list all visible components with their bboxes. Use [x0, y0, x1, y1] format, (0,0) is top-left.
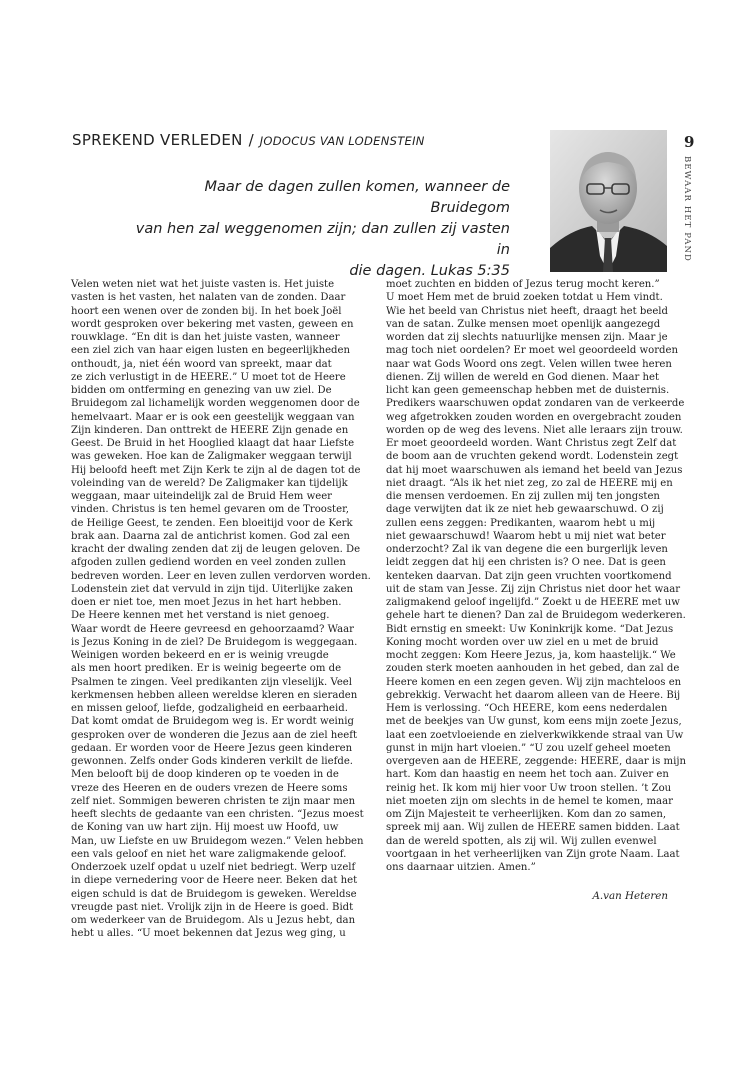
text-line: gesproken over de wonderen die Jezus aan de ziel heeft	[71, 729, 358, 741]
text-line: doen er niet toe, men moet Jezus in het hart hebben.	[71, 597, 342, 608]
text-line: laat een zoetvloeiende en zielverkwikkende straal van Uw	[386, 729, 684, 741]
text-line: spreek mij aan. Wij zullen de HEERE samen bidden. Laat	[386, 822, 680, 834]
text-line: kracht der dwaling zenden dat zij de leugen geloven. De	[71, 544, 361, 555]
text-line: voortgaan in het verheerlijken van Zijn grote Naam. Laat	[386, 848, 680, 860]
text-line: dat hij moet waarschuwen als iemand het beeld van Jezus	[386, 464, 683, 476]
running-head-text: BEWAAR HET PAND	[682, 156, 692, 262]
text-line: vreze des Heeren en de ouders vrezen de Heere soms	[71, 782, 348, 794]
text-line: overgeven aan de HEERE, zeggende: HEERE, daar is mijn	[386, 756, 686, 767]
text-line: leidt zeggen dat hij een christen is? O nee. Dat is geen	[386, 557, 666, 569]
right-column	[386, 278, 686, 874]
text-line: Bidt ernstig en smeekt: Uw Koninkrijk kome. “Dat Jezus	[386, 623, 674, 635]
text-line: gewonnen. Zelfs onder Gods kinderen verkilt de liefde.	[71, 756, 353, 767]
text-line: in diepe vernedering voor de Heere neer. Beken dat het	[71, 875, 358, 887]
text-line: naar wat Gods Woord ons zegt. Velen willen twee heren	[386, 358, 672, 370]
text-line: gedaan. Er worden voor de Heere Jezus geen kinderen	[71, 742, 353, 754]
text-line: Velen weten niet wat het juiste vasten is. Het juiste	[71, 279, 335, 290]
text-line: Weinigen worden bekeerd en er is weinig vreugde	[71, 650, 329, 661]
text-line: wordt gesproken over bekering met vasten, geween en	[71, 318, 354, 330]
text-line: vasten is het vasten, het nalaten van de zonden. Daar	[71, 292, 346, 304]
quote-line: van hen zal weggenomen zijn; dan zullen zij vasten in	[135, 221, 510, 258]
text-line: zelf niet. Sommigen beweren christen te zijn maar men	[71, 795, 356, 807]
text-line: dan de wereld spotten, als zij wil. Wij zullen evenwel	[386, 835, 657, 847]
text-line: Geest. De Bruid in het Hooglied klaagt dat haar Liefste	[71, 438, 355, 449]
text-line: moet zuchten en bidden of Jezus terug mocht keren.”	[386, 279, 660, 290]
signature: A.van Heteren	[592, 890, 668, 902]
text-line: niet moeten zijn om slechts in de hemel te komen, maar	[386, 795, 673, 807]
text-line: Onderzoek uzelf opdat u uzelf niet bedriegt. Werp uzelf	[71, 862, 356, 873]
text-line: is Jezus Koning in de ziel? De Bruidegom is weggegaan.	[71, 636, 358, 648]
text-line: weggaan, maar uiteindelijk zal de Bruid Hem weer	[71, 491, 332, 502]
text-line: vinden. Christus is ten hemel gevaren om de Trooster,	[71, 504, 350, 516]
text-line: zouden sterk moeten aanhouden in het gebed, dan zal de	[386, 663, 680, 675]
text-line: zaligmakend geloof ingelijfd.” Zoekt u de HEERE met uw	[386, 597, 680, 608]
text-line: gunst in mijn hart vloeien.” “U zou uzelf geheel moeten	[386, 742, 671, 754]
text-line: heeft slechts de gedaante van een christen. “Jezus moest	[71, 809, 364, 820]
text-line: kenteken daarvan. Dat zijn geen vruchten voortkomend	[386, 570, 672, 582]
text-line: Bruidegom zal lichamelijk worden weggenomen door de	[71, 398, 360, 410]
text-line: Waar wordt de Heere gevreesd en gehoorzaamd? Waar	[71, 623, 354, 635]
text-line: was geweken. Hoe kan de Zaligmaker weggaan terwijl	[71, 451, 352, 463]
text-line: eigen schuld is dat de Bruidegom is geweken. Wereldse	[71, 888, 357, 900]
text-line: niet gewaarschuwd! Waarom hebt u mij niet wat beter	[386, 530, 666, 542]
text-line: U moet Hem met de bruid zoeken totdat u Hem vindt.	[386, 292, 663, 304]
text-line: mag toch niet oordelen? Er moet wel geoordeeld worden	[386, 345, 678, 357]
text-line: worden op de weg des levens. Niet alle leraars zijn trouw.	[386, 424, 683, 436]
text-line: een ziel zich van haar eigen lusten en begeerlijkheden	[71, 345, 350, 357]
left-column	[71, 278, 371, 941]
text-line: hebt u alles. “U moet bekennen dat Jezus weg ging, u	[71, 928, 346, 940]
text-line: Men belooft bij de doop kinderen op te voeden in de	[71, 769, 339, 781]
text-line: de boom aan de vruchten gekend wordt. Lodenstein zegt	[386, 451, 679, 463]
text-line: een vals geloof en niet het ware zaligmakende geloof.	[71, 848, 347, 860]
text-line: Psalmen te zingen. Veel predikanten zijn vleselijk. Veel	[71, 676, 353, 688]
text-line: Hij beloofd heeft met Zijn Kerk te zijn al de dagen tot de	[71, 464, 361, 476]
bible-quote	[130, 177, 510, 282]
text-line: die mensen verdoemen. En zij zullen mij ten jongsten	[386, 491, 660, 502]
text-line: reinig het. Ik kom mij hier voor Uw troon stellen. ’t Zou	[386, 782, 672, 794]
text-line: als men hoort prediken. Er is weinig begeerte om de	[71, 663, 342, 675]
running-head	[682, 156, 698, 276]
text-line: hemelvaart. Maar er is ook een geestelijk weggaan van	[71, 411, 355, 423]
text-line: bedreven worden. Leer en leven zullen verdorven worden.	[71, 570, 371, 582]
portrait-image	[550, 130, 667, 272]
text-line: onthoudt, ja, niet één woord van spreekt, maar dat	[71, 358, 332, 370]
page-number: 9	[684, 133, 695, 151]
text-line: van de satan. Zulke mensen moet openlijk aangezegd	[386, 318, 661, 330]
text-line: vreugde past niet. Vrolijk zijn in de Heere is goed. Bidt	[71, 901, 354, 913]
text-line: worden dat zij slechts natuurlijke mensen zijn. Maar je	[386, 332, 668, 343]
text-line: de Heilige Geest, te zenden. Een bloeitijd voor de Kerk	[71, 517, 353, 529]
text-line: dage verwijten dat ik ze niet heb gewaarschuwd. O zij	[386, 504, 664, 516]
text-line: Koning mocht worden over uw ziel en u met de bruid	[386, 636, 659, 648]
text-line: ze zich verlustigt in de HEERE.” U moet tot de Heere	[71, 371, 346, 383]
article-header	[72, 130, 425, 149]
text-line: hoort een wenen over de zonden bij. In het boek Joël	[71, 305, 342, 317]
text-line: ons daarnaar uitzien. Amen.”	[386, 862, 536, 873]
text-line: niet draagt. “Als ik het niet zeg, zo zal de HEERE mij en	[386, 477, 673, 489]
text-line: Predikers waarschuwen opdat zondaren van de verkeerde	[386, 398, 685, 410]
text-line: mocht zeggen: Kom Heere Jezus, ja, kom haastelijk.“ We	[386, 650, 676, 661]
text-line: om Zijn Majesteit te verheerlijken. Kom dan zo samen,	[386, 809, 667, 820]
text-line: Zijn kinderen. Dan onttrekt de HEERE Zijn genade en	[71, 424, 349, 436]
text-line: Er moet geoordeeld worden. Want Christus zegt Zelf dat	[386, 438, 677, 449]
text-line: dienen. Zij willen de wereld en God dienen. Maar het	[386, 371, 660, 383]
author-name: JODOCUS VAN LODENSTEIN	[259, 134, 425, 148]
text-line: hart. Kom dan haastig en neem het toch aan. Zuiver en	[386, 769, 669, 781]
text-line: en missen geloof, liefde, godzaligheid en eerbaarheid.	[71, 703, 348, 714]
text-line: Wie het beeld van Christus niet heeft, draagt het beeld	[386, 305, 668, 317]
text-line: Hem is verlossing. “Och HEERE, kom eens nederdalen	[386, 703, 668, 714]
text-line: gebrekkig. Verwacht het daarom alleen van de Heere. Bij	[386, 689, 681, 701]
text-line: afgoden zullen gediend worden en veel zonden zullen	[71, 557, 346, 569]
text-line: gehele hart te dienen? Dan zal de Bruidegom wederkeren.	[386, 610, 686, 622]
text-line: uit de stam van Jesse. Zij zijn Christus niet door het waar	[386, 583, 681, 595]
text-line: Lodenstein ziet dat vervuld in zijn tijd. Uiterlijke zaken	[71, 583, 354, 595]
text-line: licht kan geen gemeenschap hebben met de duisternis.	[386, 385, 670, 396]
text-line: zullen eens zeggen: Predikanten, waarom hebt u mij	[386, 517, 656, 529]
text-line: kerkmensen hebben alleen wereldse kleren en sieraden	[71, 689, 358, 701]
text-line: om wederkeer van de Bruidegom. Als u Jezus hebt, dan	[71, 915, 356, 926]
text-line: rouwklage. “En dit is dan het juiste vasten, wanneer	[71, 332, 340, 343]
text-line: onderzocht? Zal ik van degene die een burgerlijk leven	[386, 544, 668, 555]
text-line: de Koning van uw hart zijn. Hij moest uw Hoofd, uw	[71, 822, 339, 834]
quote-line: Maar de dagen zullen komen, wanneer de Bruidegom	[204, 179, 510, 216]
section-title: SPREKEND VERLEDEN	[72, 131, 243, 149]
header-separator: /	[248, 131, 254, 149]
author-portrait	[550, 130, 667, 272]
text-line: De Heere kennen met het verstand is niet genoeg.	[71, 610, 330, 622]
text-line: Heere komen en een zegen geven. Wij zijn machteloos en	[386, 676, 682, 688]
text-line: weg afgetrokken zouden worden en overgebracht zouden	[386, 411, 682, 423]
quote-line: die dagen. Lukas 5:35	[349, 263, 510, 279]
text-line: met de beekjes van Uw gunst, kom eens mijn zoete Jezus,	[386, 716, 682, 728]
text-line: bidden om ontferming en genezing van uw ziel. De	[71, 385, 332, 396]
text-line: voleinding van de wereld? De Zaligmaker kan tijdelijk	[71, 477, 348, 489]
text-line: Man, uw Liefste en uw Bruidegom wezen.” Velen hebben	[71, 835, 364, 847]
text-line: brak aan. Daarna zal de antichrist komen. God zal een	[71, 530, 350, 542]
text-line: Dat komt omdat de Bruidegom weg is. Er wordt weinig	[71, 716, 354, 728]
